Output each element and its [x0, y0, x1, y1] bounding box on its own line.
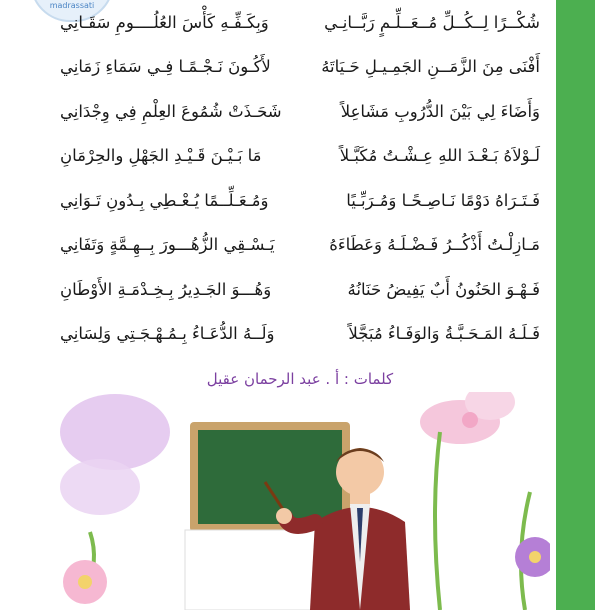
verse-right: وَأَضَاءَ لِي بَيْنَ الدُّرُوبِ مَشَاعِلاً: [340, 101, 540, 121]
flower-icon: [63, 560, 107, 604]
verse: [60, 45, 540, 90]
teacher-illustration: [60, 392, 550, 610]
verse-left: شَحَـذَتْ شُمُوعَ العِلْمِ فِي وِجْدَانِي: [60, 101, 282, 121]
verse-left: يَـسْـقِي الزُّهُـــورَ بِــهِـمَّةٍ وَتَفَانِي: [60, 235, 275, 255]
verse-right: أَفْنَى مِنَ الزَّمَــنِ الجَمِـيـلِ حَـيَاتَهُ: [321, 57, 540, 77]
logo-text: madrassati: [49, 1, 95, 10]
author-credit: كلمات : أ . عبد الرحمان عقيل: [206, 370, 394, 388]
verse-right: فَـلَـهُ المَـحَـبَّـةُ وَالوَفَـاءُ مُبَجَّلاً: [348, 324, 540, 344]
verse: [60, 223, 540, 268]
verse: [60, 0, 540, 45]
verse-left: وَبِكَـفِّـهِ كَأْسَ العُلُــــومِ سَقَـانِي: [60, 12, 269, 32]
flower-icon: [420, 392, 515, 444]
verse: [60, 178, 540, 223]
verse-right: مَـازِلْـتُ أَذْكُــرُ فَـضْـلَـهُ وَعَطَاءَهُ: [329, 235, 540, 255]
verse: [60, 267, 540, 312]
butterfly-icon: [60, 394, 170, 515]
verse-right: شُكْــرًا لِــكُــلِّ مُــعَــلِّـمٍ رَبَّــانِـي: [324, 12, 540, 32]
green-side-bar: [556, 0, 595, 610]
verse: [60, 312, 540, 357]
poem: [60, 0, 540, 356]
verse-left: وَمُـعَـلِّــمًا يُـعْـطِي بِـدُونِ تَـوَانِي: [60, 190, 269, 210]
verse-left: وَلَــهُ الدُّعَـاءُ بِـمُـهْـجَـتِي وَلِسَانِي: [60, 324, 275, 344]
verse-left: لأَكُـونَ نَـجْـمًـا فِـي سَمَاءِ زَمَانِي: [60, 57, 271, 77]
verse-right: فَـتَـرَاهُ دَوْمًا نَـاصِـحًـا وَمُـرَبِّـيًا: [346, 190, 540, 210]
verse-left: وَهُـــوَ الجَـدِيرُ بِـخِـدْمَـةِ الأَوْطَانِ: [60, 279, 272, 299]
verse: [60, 134, 540, 179]
verse-right: فَـهْـوَ الحَنُونُ أَبٌ يَفِيضُ حَنَانُهُ: [347, 279, 540, 299]
verse-right: لَـوْلاَهُ بَـعْـدَ اللهِ عِـشْـتُ مُكَبَّـلاً: [339, 146, 540, 166]
verse-left: مَا بَـيْـنَ قَـيْـدِ الجَهْلِ والحِرْمَانِ: [60, 146, 262, 166]
verse: [60, 89, 540, 134]
